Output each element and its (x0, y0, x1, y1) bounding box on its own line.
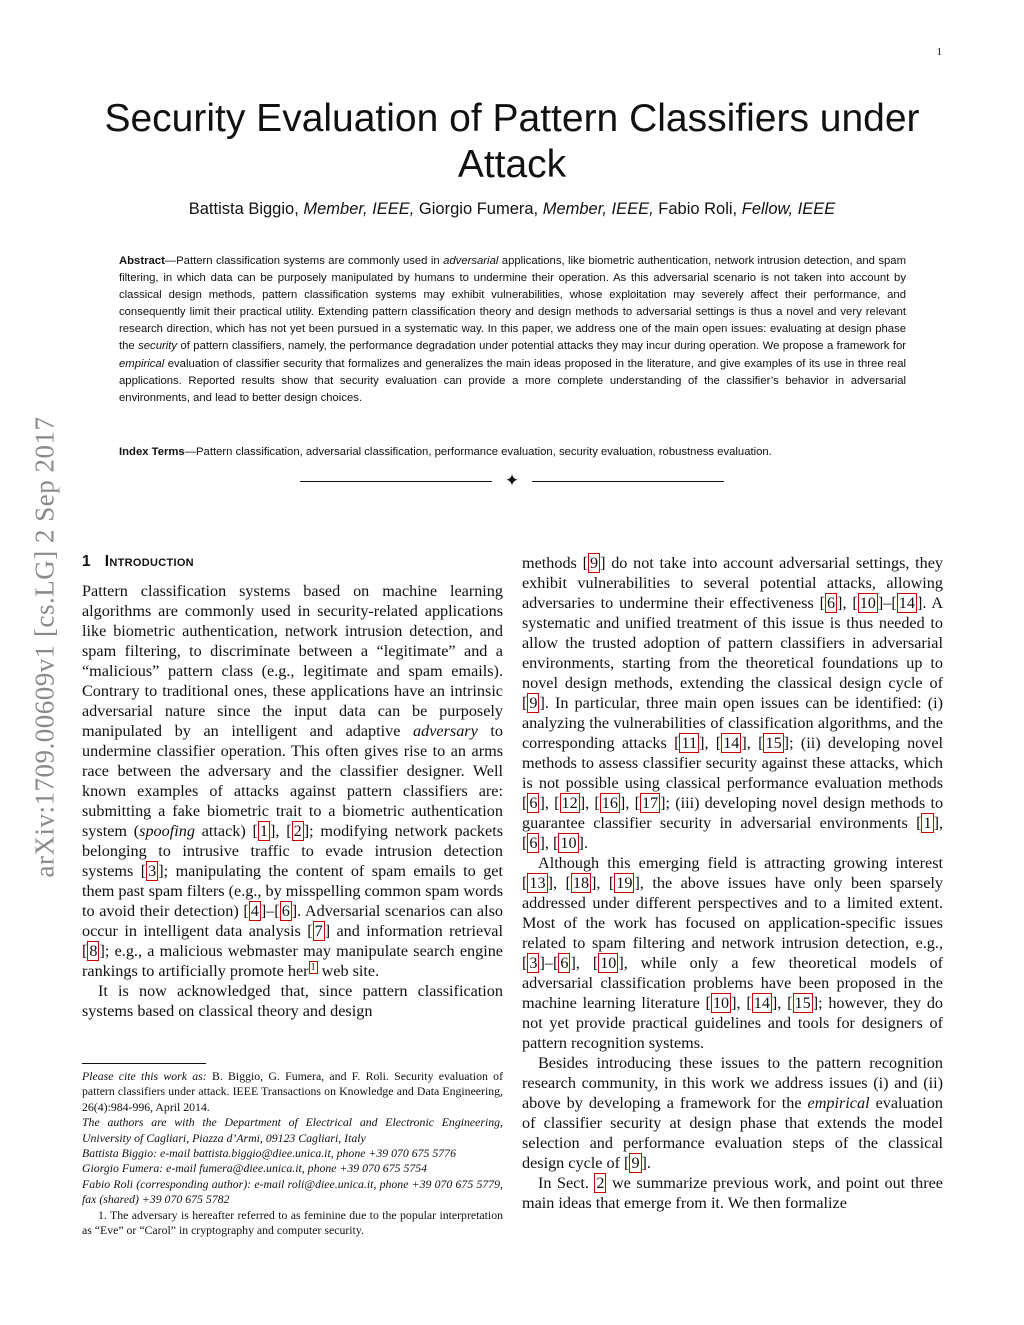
section-title-rest: ntroduction (109, 553, 194, 570)
paper-title: Security Evaluation of Pattern Classifiers under Attack (104, 97, 920, 186)
citation-link[interactable]: 6 (529, 794, 538, 812)
text: , the above issues have only been sparsely addressed under different perspectives and to a limited extent. Most of the work has focused on application-specific issues related to spam filtering and network intrusion detection, e.g., (522, 874, 943, 952)
text: , (575, 954, 593, 972)
emphasis: empirical (807, 1094, 870, 1112)
paragraph: Besides introducing these issues to the pattern recognition research community, in this work we address issues (i) and (ii) above by developing a framework for the empirical evaluation of classifier security at design phase that extends the model selection and performance evaluation steps of the classical design cycle of [ 9 ]. (522, 1054, 943, 1172)
text: , (938, 814, 943, 832)
citation-link[interactable]: 13 (529, 874, 546, 892)
emphasis: Please cite this work as: (82, 1069, 207, 1083)
divider-line-left (300, 481, 492, 482)
paragraph: It is now acknowledged that, since pattern classification systems based on classical theory and design (82, 982, 503, 1020)
text: . Adversarial scenarios can also occur in intelligent data analysis (82, 902, 503, 940)
citation-link[interactable]: 12 (561, 794, 578, 812)
section-heading (82, 553, 503, 571)
paragraph: Although this emerging field is attracting growing interest [ 13 ], [ 18 ], [ 19 ], the above issues have only been sparsely addressed under different perspectives and to a limited extent. Most of the work has focused on application-specific issues related to spam filtering and network intrusion detection, e.g., [ 3 ]–[ 6 ], [ 10 ], while only a few theoretical models of adversarial classification problems have been proposed in the machine learning literature [ 10 ], [ 14 ], [ 15 ]; however, they do not yet provide practical guidelines and tools for designers of pattern recognition systems. (522, 854, 944, 1052)
emphasis: spoofing (139, 822, 195, 840)
text: ; (iii) developing novel design methods to guarantee classifier security in adversarial environments (522, 794, 944, 832)
author-name: Battista Biggio, (188, 200, 304, 218)
citation-link[interactable]: 14 (753, 994, 770, 1012)
footnote-link[interactable]: 1 (310, 961, 316, 973)
citation-link[interactable]: 10 (560, 834, 577, 852)
text: ; manipulating the content of spam emails to get them past spam filters (e.g., by misspelling common spam words to avoid their detection) (82, 862, 503, 920)
abstract (119, 253, 906, 407)
text: ; e.g., a malicious webmaster may manipulate search engine rankings to artificially promote her (82, 942, 503, 980)
right-column (522, 553, 943, 1213)
text: , (746, 734, 759, 752)
author-role: Member, IEEE, (303, 200, 415, 218)
author-role: Member, IEEE, (542, 200, 654, 218)
citation-link[interactable]: 3 (529, 954, 538, 972)
text: . (583, 834, 588, 852)
text: . In particular, three main open issues can be identified: (i) analyzing the vulnerabilities of classification algorithms, and the corresponding attacks (522, 694, 943, 752)
text: and information retrieval (330, 922, 503, 940)
citation-link[interactable]: 1 (923, 814, 932, 832)
citation-link[interactable]: 10 (600, 954, 617, 972)
author-role: Fellow, IEEE (741, 200, 836, 218)
abstract-label: Abstract (119, 255, 165, 267)
arxiv-sidebar-stamp (20, 362, 70, 932)
text: , (625, 794, 635, 812)
text: Battista Biggio: e-mail battista.biggio@diee.unica.it, phone +39 070 675 5776 (82, 1146, 456, 1161)
citation-link[interactable]: 17 (641, 794, 659, 812)
citation-link[interactable]: 6 (826, 594, 836, 612)
paragraph: methods [ 9 ] do not take into account adversarial settings, they exhibit vulnerabilities to several potential attacks, allowing adversaries to undermine their effectiveness [ 6 ], [ 10 ]–[ 14 ]. A systematic and unified treatment of this issue is thus needed to allow the trusted adoption of pattern classifiers in adversarial environments, starting from the theoretical foundations up to novel design methods, extending the classical design cycle of [ 9 ]. In particular, three main open issues can be identified: (i) analyzing the vulnerabilities of classification algorithms, and the corresponding attacks [ 11 ], [ 14 ], [ 15 ]; (ii) developing novel methods to assess classifier security against these attacks, which is not possible using classical performance evaluation methods [ 6 ], [ 12 ], [ 16 ], [ 17 ]; (iii) developing novel design methods to guarantee classifier security in adversarial environments [ 1 ], [ 6 ], [ 10 ]. (522, 554, 944, 852)
affiliation-note (82, 1115, 503, 1146)
index-terms-label: Index Terms (119, 446, 185, 458)
arxiv-identifier: arXiv:1709.00609v1 [cs.LG] 2 Sep 2017 (29, 416, 60, 878)
citation-link[interactable]: 15 (794, 994, 811, 1012)
citation-link[interactable]: 10 (859, 594, 876, 612)
citation-link[interactable]: 9 (631, 1154, 640, 1172)
text: , (552, 874, 566, 892)
abstract-text: of pattern classifiers, namely, the performance degradation under potential attacks they may incur during operation. We propose a framework for (177, 340, 907, 353)
abstract-emphasis: adversarial (443, 255, 499, 267)
citation-link[interactable]: 8 (89, 942, 98, 960)
abstract-text: —Pattern classification systems are commonly used in (164, 255, 444, 267)
text: , (704, 734, 716, 752)
divider-line-right (532, 481, 724, 482)
text: we summarize previous work, and point out three main ideas that emerge from it. We then formalize (522, 1174, 943, 1212)
footnote-rule (82, 1063, 206, 1064)
section-number: 1 (82, 553, 91, 570)
text: , (736, 994, 747, 1012)
paragraph (522, 1173, 943, 1213)
section-link[interactable]: 2 (596, 1174, 605, 1192)
text: B. Biggio, G. Fumera, and F. Roli. Security evaluation of pattern classifiers under attack. IEEE Transactions on Knowledge and Data Engineering, 26(4):984-996, April 2014. (82, 1069, 503, 1114)
author-line (100, 200, 924, 219)
citation-link[interactable]: 9 (589, 554, 599, 572)
text: , (544, 794, 555, 812)
text: ; modifying network packets belonging to intrusive traffic to evade intrusion detection systems (82, 822, 504, 880)
citation-link[interactable]: 14 (898, 594, 915, 612)
author-name: Giorgio Fumera, (414, 200, 543, 218)
text: , while only a few theoretical models of adversarial classification problems have been proposed in the machine learning literature (522, 954, 943, 1012)
citation-link[interactable]: 2 (293, 822, 302, 840)
text: to undermine classifier operation. This often gives rise to an arms race between the adversary and the classifier designer. Well known examples of attacks against pattern classifiers are: submitting a fake biometric trait to a biometric authentication system ( (82, 722, 503, 840)
text: , (777, 994, 788, 1012)
text: . A systematic and unified treatment of this issue is thus needed to allow the trusted adoption of pattern classifiers in adversarial environments, starting from the theoretical foundations up to novel design methods, extending the classical design cycle of (522, 594, 944, 692)
abstract-text: applications, like biometric authentication, network intrusion detection, and spam filtering, in which data can be purposely manipulated by humans to undermine their operation. As this adversarial scenario is not taken into account by classical design methods, pattern classification systems may exhibit vulnerabilities, whose exploitation may severely affect their performance, and consequently limit their practical utility. Extending pattern classification theory and design methods to adversarial settings is thus a novel and very relevant research direction, which has not yet been pursued in a systematic way. In this paper, we address one of the main open issues: evaluating at design phase the (119, 255, 907, 353)
text: . (646, 1154, 651, 1172)
contact-note (82, 1161, 503, 1176)
text: do not take into account adversarial settings, they exhibit vulnerabilities to several potential attacks, allowing adversaries to undermine their effectiveness (522, 554, 944, 612)
citation-link[interactable]: 19 (616, 874, 633, 892)
citation-link[interactable]: 9 (529, 694, 538, 712)
text: attack) (194, 822, 253, 840)
text: ; (ii) developing novel methods to assess classifier security against these attacks, which is not possible using classical performance evaluation methods (522, 734, 944, 792)
abstract-emphasis: empirical (119, 357, 165, 370)
footnotes (82, 1069, 503, 1238)
left-column (82, 553, 503, 1021)
text: Pattern classification systems based on machine learning algorithms are commonly used in security-related applications like biometric authentication, network intrusion detection, and spam filtering, to discriminate between a “legitimate” and a “malicious” pattern class (e.g., legitimate and spam emails). Contrary to traditional ones, these applications have an intrinsic adversarial nature since the input data can be purposely manipulated by an intelligent and adaptive (82, 582, 503, 740)
text: ; however, they do not yet provide practical guidelines and tools for designers of pattern recognition systems. (522, 994, 944, 1052)
citation-link[interactable]: 11 (681, 734, 698, 752)
abstract-emphasis: security (138, 340, 178, 353)
citation-link[interactable]: 4 (250, 902, 259, 920)
citation-link[interactable]: 6 (560, 954, 569, 972)
text: – (883, 594, 892, 612)
abstract-text: evaluation of classifier security that formalizes and generalizes the main ideas proposed in the literature, and give examples of its use in three real applications. Reported results show that security evaluation can provide a more complete understanding of the classifier’s behavior in adversarial environments, and lead to better design choices. (119, 357, 906, 404)
author-name: Fabio Roli, (653, 200, 742, 218)
divider-star-icon: ✦ (504, 471, 520, 491)
citation-link[interactable]: 1 (259, 822, 269, 840)
section-title-initial: I (104, 553, 110, 570)
text: evaluation of classifier security at design phase that extends the model selection and performance evaluation steps of the classical design cycle of (522, 1094, 943, 1172)
contact-note (82, 1146, 503, 1161)
citation-note (82, 1069, 503, 1115)
section-divider (300, 471, 724, 491)
text: Giorgio Fumera: e-mail fumera@diee.unica.it, phone +39 070 675 5754 (82, 1161, 428, 1176)
citation-link[interactable]: 15 (765, 734, 782, 752)
text: Although this emerging field is attracting growing interest (538, 854, 943, 872)
citation-link[interactable]: 14 (723, 734, 740, 752)
text: In Sect. (538, 1174, 595, 1192)
citation-link[interactable]: 3 (148, 862, 157, 880)
text: methods (522, 554, 583, 572)
text: web site. (317, 962, 380, 980)
text: Besides introducing these issues to the pattern recognition research community, in this work we address issues (i) and (ii) above by developing a framework for the (522, 1054, 943, 1112)
page-number: 1 (936, 46, 942, 58)
citation-link[interactable]: 10 (712, 994, 730, 1012)
paragraph: Pattern classification systems based on machine learning algorithms are commonly used in security-related applications like biometric authentication, network intrusion detection, and spam filtering, to discriminate between a “legitimate” and a “malicious” pattern class (e.g., legitimate and spam emails). Contrary to traditional ones, these applications have an intrinsic adversarial nature since the input data can be purposely manipulated by an intelligent and adaptive adversary to undermine classifier operation. This often gives rise to an arms race between the adversary and the classifier designer. Well known examples of attacks against pattern classifiers are: submitting a fake biometric trait to a biometric authentication system (spoofing attack) [ 1 ], [ 2 ]; modifying network packets belonging to intrusive traffic to evade intrusion detection systems [ 3 ]; manipulating the content of spam emails to get them past spam filters (e.g., by misspelling common spam words to avoid their detection) [ 4 ]–[ 6 ]. Adversarial scenarios can also occur in intelligent data analysis [ 7 ] and information retrieval [ 8 ]; e.g., a malicious webmaster may manipulate search engine rankings to artificially promote her $^1$ web site. (82, 582, 504, 980)
citation-link[interactable]: 6 (529, 834, 538, 852)
text: – (266, 902, 275, 920)
text: , (275, 822, 287, 840)
index-terms-text: —Pattern classification, adversarial classification, performance evaluation, security evaluation, robustness evaluation. (184, 446, 772, 458)
text: , (842, 594, 853, 612)
citation-link[interactable]: 7 (314, 922, 323, 940)
emphasis: adversary (413, 722, 478, 740)
text: , (544, 834, 553, 852)
text: The authors are with the Department of Electrical and Electronic Engineering, University of Cagliari, Piazza d’Armi, 09123 Cagliari, Italy (82, 1115, 503, 1145)
text: Fabio Roli (corresponding author): e-mail roli@diee.unica.it, phone +39 070 675 5779, fax (shared) +39 070 675 5782 (82, 1176, 503, 1207)
citation-link[interactable]: 16 (601, 794, 618, 812)
text: , (596, 874, 609, 892)
index-terms (119, 444, 906, 461)
contact-note (82, 1177, 503, 1208)
text: – (544, 954, 553, 972)
text: , (585, 794, 595, 812)
citation-link[interactable]: 6 (281, 902, 290, 920)
citation-link[interactable]: 18 (572, 874, 590, 892)
footnote-1: 1. The adversary is hereafter referred to as feminine due to the popular interpretation as “Eve” or “Carol” in cryptography and computer security. (82, 1207, 503, 1238)
